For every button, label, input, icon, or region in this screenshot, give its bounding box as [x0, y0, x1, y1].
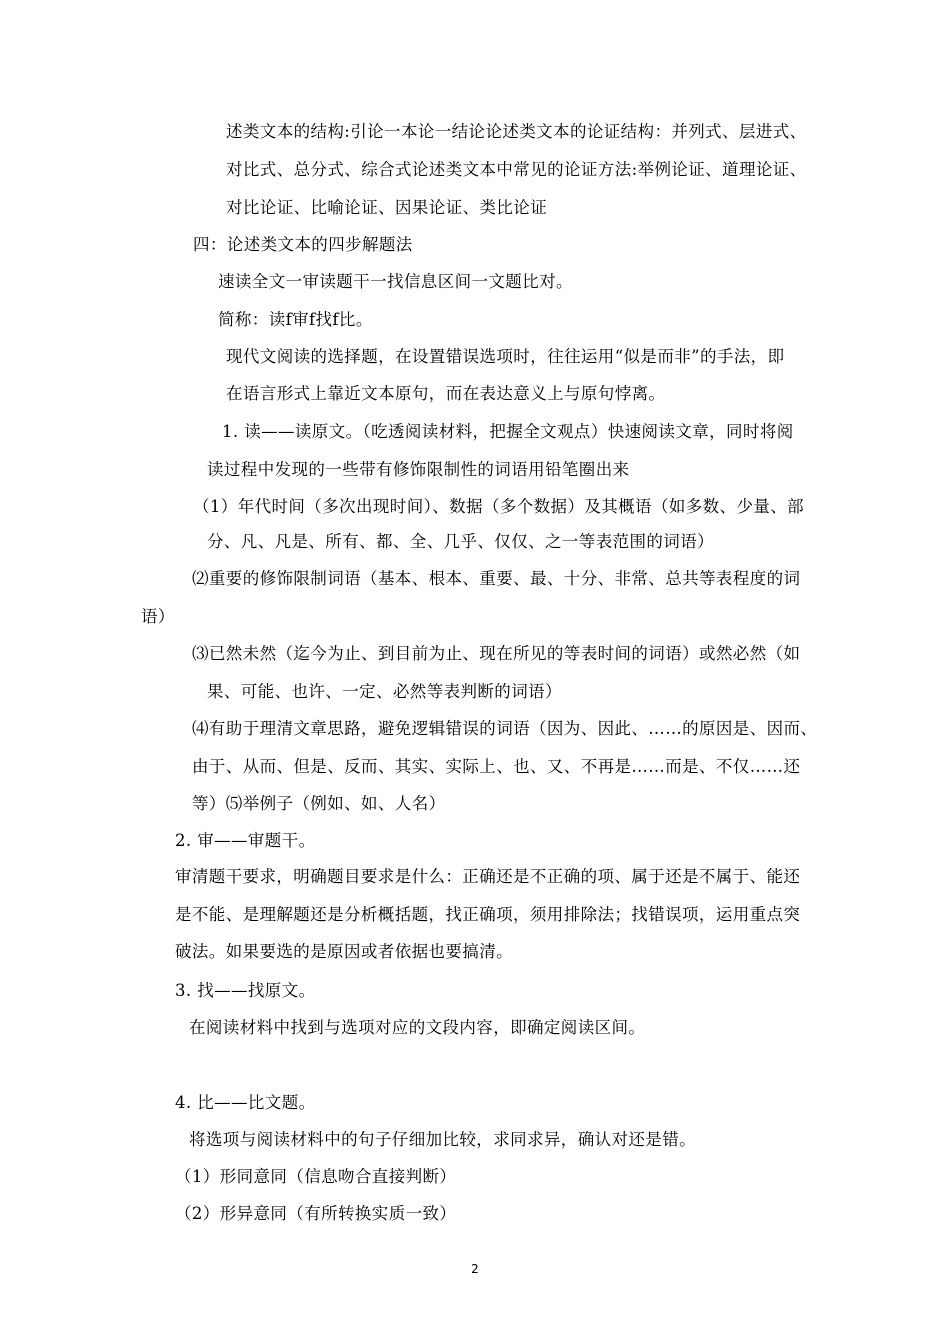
text-line: （1）年代时间（多次出现时间）、数据（多个数据）及其概语（如多数、少量、部	[193, 497, 805, 516]
text-line: 对比式、总分式、综合式论述类文本中常见的论证方法:举例论证、道理论证、	[226, 160, 807, 179]
text-line: 在阅读材料中找到与选项对应的文段内容，即确定阅读区间。	[189, 1018, 646, 1037]
step-heading: 4. 比——比文题。	[175, 1093, 316, 1112]
text-line: ⑶已然未然（迄今为止、到目前为止、现在所见的等表时间的词语）或然必然（如	[192, 644, 801, 663]
text-line: （1）形同意同（信息吻合直接判断）	[175, 1167, 457, 1186]
text-line: 现代文阅读的选择题，在设置错误选项时，往往运用“似是而非”的手法，即	[226, 347, 785, 366]
text-line: 破法。如果要选的是原因或者依据也要搞清。	[175, 942, 513, 961]
text-line: （2）形异意同（有所转换实质一致）	[175, 1204, 457, 1223]
step-heading: 3. 找——找原文。	[175, 981, 316, 1000]
text-line: 简称：读f审f找f比。	[218, 310, 373, 329]
text-line: 将选项与阅读材料中的句子仔细加比较，求同求异，确认对还是错。	[189, 1130, 696, 1149]
text-line: 读过程中发现的一些带有修饰限制性的词语用铅笔圈出来	[207, 460, 630, 479]
text-line: 分、凡、凡是、所有、都、全、几乎、仅仅、之一等表范围的词语）	[207, 532, 714, 551]
text-line: 语）	[141, 607, 175, 626]
step-heading: 1. 读——读原文。（吃透阅读材料，把握全文观点）快速阅读文章，同时将阅	[222, 422, 794, 441]
text-line: 由于、从而、但是、反而、其实、实际上、也、又、不再是……而是、不仅……还	[192, 757, 801, 776]
text-line: ⑵重要的修饰限制词语（基本、根本、重要、最、十分、非常、总共等表程度的词	[192, 569, 801, 588]
text-line: 是不能、是理解题还是分析概括题，找正确项，须用排除法；找错误项，运用重点突	[175, 905, 801, 924]
text-line: 审清题干要求，明确题目要求是什么：正确还是不正确的项、属于还是不属于、能还	[175, 867, 801, 886]
text-line: ⑷有助于理清文章思路，避免逻辑错误的词语（因为、因此、……的原因是、因而、	[192, 719, 818, 738]
text-line: 对比论证、比喻论证、因果论证、类比论证	[226, 198, 548, 217]
section-heading: 四：论述类文本的四步解题法	[193, 235, 413, 254]
text-line: 果、可能、也许、一定、必然等表判断的词语）	[207, 682, 562, 701]
text-line: 在语言形式上靠近文本原句，而在表达意义上与原句悖离。	[226, 384, 666, 403]
step-heading: 2. 审——审题干。	[175, 831, 316, 850]
text-line: 等）⑸举例子（例如、如、人名）	[192, 794, 446, 813]
text-line: 速读全文一审读题干一找信息区间一文题比对。	[218, 272, 573, 291]
page-number: 2	[471, 1262, 479, 1276]
text-line: 述类文本的结构:引论一本论一结论论述类文本的论证结构：并列式、层进式、	[226, 122, 807, 141]
